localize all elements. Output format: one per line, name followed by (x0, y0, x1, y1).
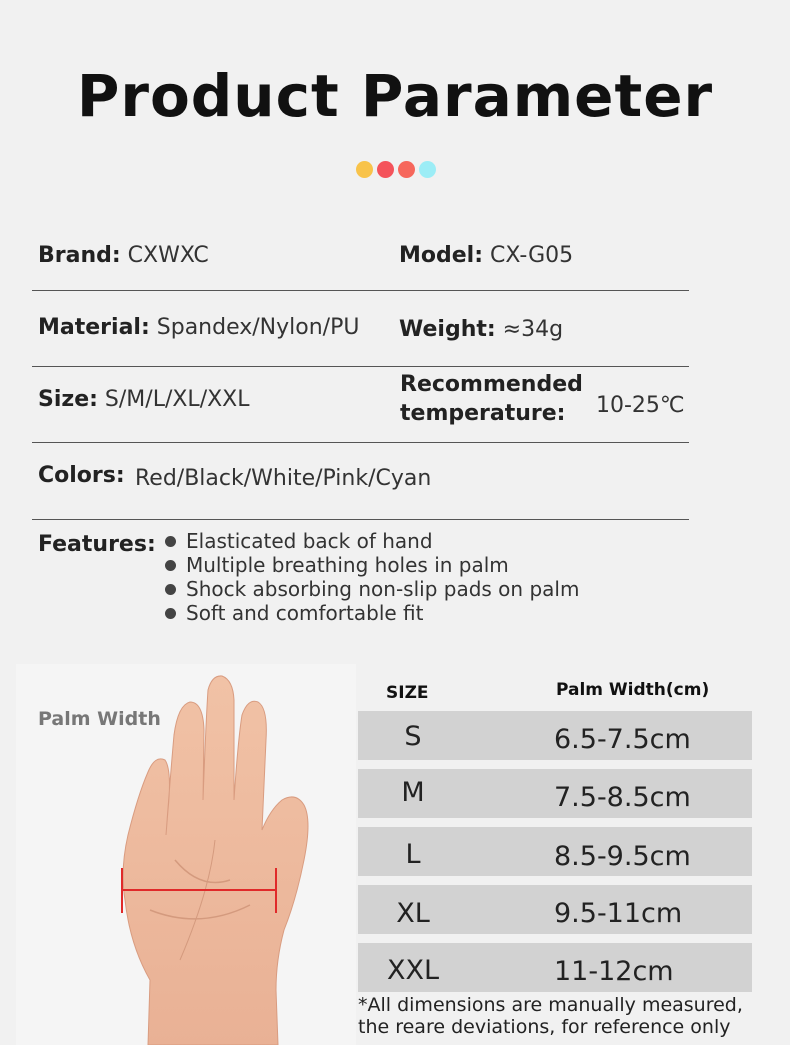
size-param (38, 387, 250, 412)
bullet-icon (165, 608, 176, 619)
dot-yellow (356, 161, 373, 178)
size-cell: XL (396, 898, 430, 929)
page-title: Product Parameter (76, 62, 714, 130)
width-cell: 8.5-9.5cm (554, 841, 691, 872)
weight-param (399, 317, 563, 342)
divider (32, 519, 689, 520)
features-list (165, 529, 579, 625)
width-cell: 6.5-7.5cm (554, 724, 691, 755)
size-cell: XXL (386, 955, 440, 986)
palm-width-label: Palm Width (38, 708, 161, 730)
width-cell: 9.5-11cm (554, 898, 683, 929)
model-label: Model: (399, 243, 484, 268)
feature-item (165, 601, 579, 625)
divider (32, 442, 689, 443)
palm-width-header: Palm Width(cm) (556, 680, 710, 700)
feature-text: Shock absorbing non-slip pads on palm (186, 577, 580, 601)
note-line: the reare deviations, for reference only (358, 1016, 731, 1038)
table-row (358, 943, 752, 992)
temperature-label-line1: Recommended (400, 372, 583, 397)
model-value: CX-G05 (490, 243, 574, 268)
feature-item (165, 553, 579, 577)
width-cell: 11-12cm (554, 956, 674, 987)
size-header: SIZE (386, 683, 429, 703)
feature-text: Multiple breathing holes in palm (186, 553, 509, 577)
material-param (38, 315, 359, 340)
brand-param (38, 243, 209, 268)
table-row (358, 769, 752, 818)
brand-value: CXWXC (127, 243, 209, 268)
size-label: Size: (38, 387, 98, 412)
feature-text: Soft and comfortable fit (186, 601, 424, 625)
dot-cyan (419, 161, 436, 178)
weight-value: ≈34g (502, 317, 564, 342)
temperature-value: 10-25℃ (596, 393, 685, 418)
bullet-icon (165, 536, 176, 547)
features-label (38, 532, 156, 557)
dot-red (377, 161, 394, 178)
temperature-param (400, 370, 583, 428)
divider (32, 366, 689, 367)
feature-item (165, 529, 579, 553)
size-cell: S (404, 721, 422, 752)
decorative-dots (356, 161, 436, 177)
measurement-note (358, 994, 743, 1038)
model-param (399, 243, 573, 268)
weight-label: Weight: (399, 317, 496, 342)
colors-value: Red/Black/White/Pink/Cyan (135, 466, 432, 491)
feature-text: Elasticated back of hand (186, 529, 433, 553)
table-row (358, 885, 752, 934)
size-cell: L (405, 839, 421, 870)
material-label: Material: (38, 315, 150, 340)
table-row (358, 711, 752, 760)
bullet-icon (165, 584, 176, 595)
brand-label: Brand: (38, 243, 121, 268)
colors-param (38, 463, 125, 488)
size-value: S/M/L/XL/XXL (104, 387, 250, 412)
bullet-icon (165, 560, 176, 571)
dot-coral (398, 161, 415, 178)
note-line: *All dimensions are manually measured, (358, 994, 743, 1016)
size-cell: M (401, 777, 425, 808)
temperature-label-line2: temperature: (400, 401, 566, 426)
divider (32, 290, 689, 291)
colors-label: Colors: (38, 463, 125, 488)
width-cell: 7.5-8.5cm (554, 782, 691, 813)
features-label-text: Features: (38, 532, 156, 557)
feature-item (165, 577, 579, 601)
table-row (358, 827, 752, 876)
material-value: Spandex/Nylon/PU (156, 315, 360, 340)
